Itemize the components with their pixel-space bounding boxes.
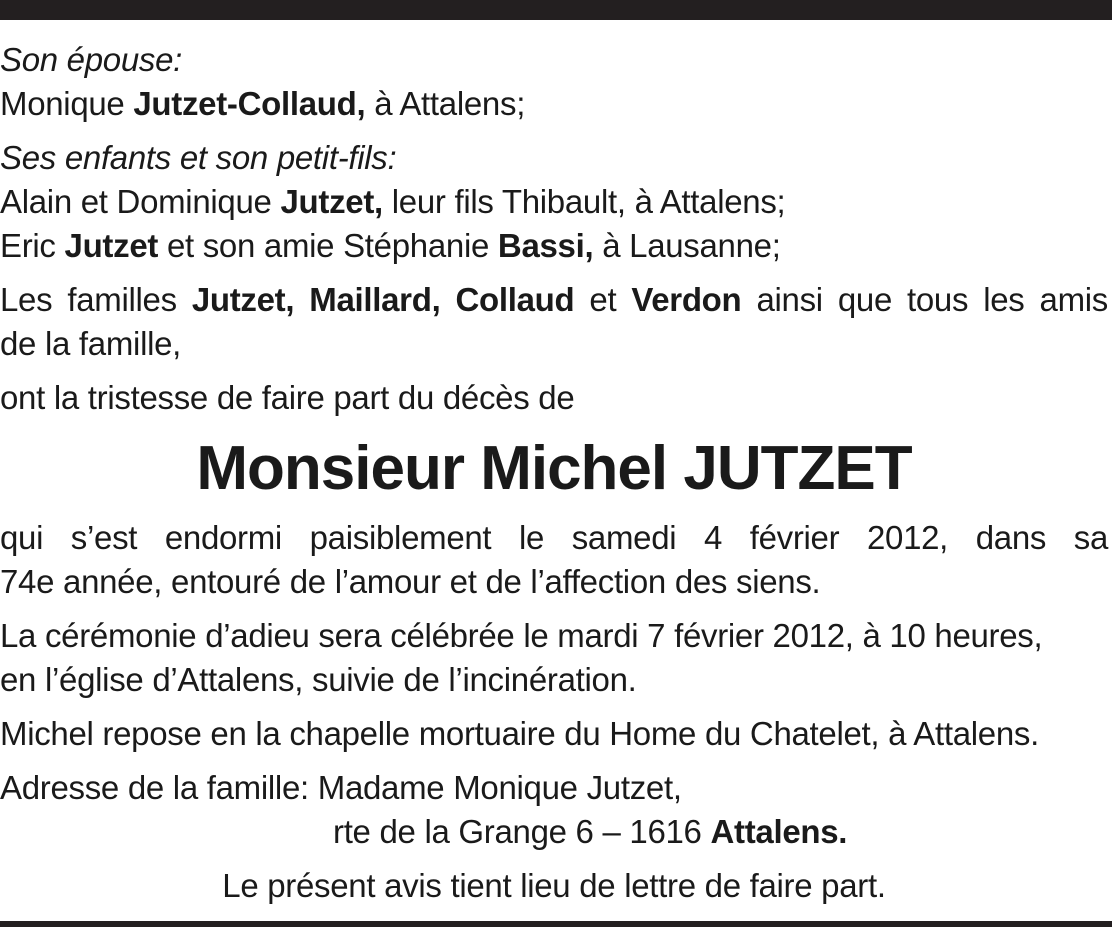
children-line-2-surname: Jutzet xyxy=(64,227,159,264)
children-line-2-pre: Eric xyxy=(0,227,56,264)
address-row-1 xyxy=(0,766,1108,810)
top-border-rule xyxy=(0,0,1112,20)
children-line-1-pre: Alain et Dominique xyxy=(0,183,272,220)
announce-text: ont la tristesse de faire part du décès de xyxy=(0,379,575,416)
families-pre: Les familles xyxy=(0,281,177,318)
spouse-surname: Jutzet-Collaud, xyxy=(133,85,366,122)
families-section xyxy=(0,278,1108,366)
families-post: ainsi que tous les amis xyxy=(756,281,1108,318)
ceremony-section xyxy=(0,614,1108,702)
address-line-2 xyxy=(0,810,1108,854)
children-heading: Ses enfants et son petit-fils: xyxy=(0,139,397,176)
address-line-1: Madame Monique Jutzet, xyxy=(317,769,682,806)
children-line-1 xyxy=(0,180,1108,224)
rest-text: Michel repose en la chapelle mortuaire du Home du Chatelet, à Attalens. xyxy=(0,715,1039,752)
families-last-name: Verdon xyxy=(631,281,742,318)
families-line-2: de la famille, xyxy=(0,325,182,362)
spouse-first-name: Monique xyxy=(0,85,125,122)
ceremony-line-2: en l’église d’Attalens, suivie de l’incinération. xyxy=(0,661,637,698)
obituary-notice xyxy=(0,38,1108,918)
passing-section xyxy=(0,516,1108,604)
children-section xyxy=(0,136,1108,268)
address-label: Adresse de la famille: xyxy=(0,769,309,806)
closing-section xyxy=(0,864,1108,908)
deceased-name: Monsieur Michel JUTZET xyxy=(196,434,912,503)
announce-section xyxy=(0,376,1108,420)
passing-line-1: qui s’est endormi paisiblement le samedi 4 février 2012, dans sa xyxy=(0,519,1108,556)
bottom-border-rule xyxy=(0,921,1112,927)
children-line-2 xyxy=(0,224,1108,268)
spouse-section xyxy=(0,38,1108,126)
children-line-1-surname: Jutzet, xyxy=(280,183,383,220)
families-names: Jutzet, Maillard, Collaud xyxy=(191,281,575,318)
children-line-2-partner-surname: Bassi, xyxy=(497,227,594,264)
children-line-2-mid: et son amie Stéphanie xyxy=(166,227,490,264)
families-and: et xyxy=(589,281,617,318)
spouse-line xyxy=(0,82,1108,126)
children-line-2-post: à Lausanne; xyxy=(602,227,781,264)
address-section xyxy=(0,766,1108,854)
passing-line-2: 74e année, entouré de l’amour et de l’affection des siens. xyxy=(0,563,821,600)
rest-section xyxy=(0,712,1108,756)
spouse-place: à Attalens; xyxy=(374,85,526,122)
spouse-heading: Son épouse: xyxy=(0,41,183,78)
children-line-1-post: leur fils Thibault, à Attalens; xyxy=(391,183,786,220)
address-city: Attalens. xyxy=(710,813,848,850)
ceremony-line-1: La cérémonie d’adieu sera célébrée le mardi 7 février 2012, à 10 heures, xyxy=(0,617,1043,654)
address-street: rte de la Grange 6 – 1616 xyxy=(333,813,702,850)
closing-text: Le présent avis tient lieu de lettre de faire part. xyxy=(222,867,886,904)
families-line-1 xyxy=(0,278,1108,322)
